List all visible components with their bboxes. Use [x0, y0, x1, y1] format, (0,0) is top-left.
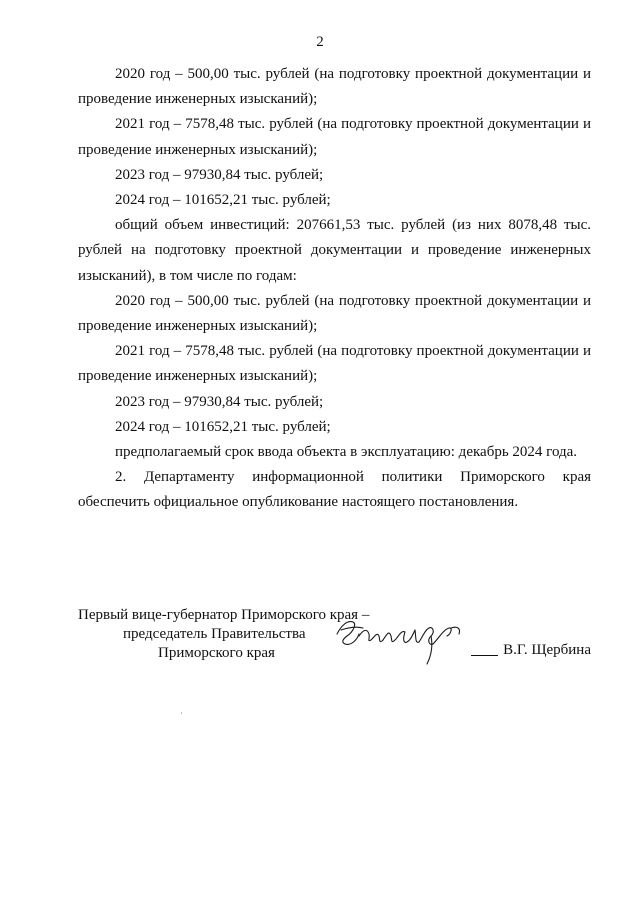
handwritten-signature — [333, 606, 483, 666]
signatory-name: В.Г. Щербина — [503, 642, 591, 658]
signatory-title-line-2: председатель Правительства — [123, 626, 306, 642]
paragraph-2024-budget: 2024 год – 101652,21 тыс. рублей; — [115, 192, 331, 209]
paragraph-2023-investment: 2023 год – 97930,84 тыс. рублей; — [115, 393, 324, 410]
paragraph-publication-order: 2. Департаменту информационной политики Приморского края обеспечить официальное опубликование настоящего постановления. — [78, 469, 591, 511]
paragraph-2021-investment: 2021 год – 7578,48 тыс. рублей (на подготовку проектной документации и проведение инженерных изысканий); — [78, 343, 591, 385]
paragraph-2023-budget: 2023 год – 97930,84 тыс. рублей; — [115, 166, 324, 183]
signatory-title-line-1: Первый вице-губернатор Приморского края – — [78, 607, 370, 623]
page-number: 2 — [316, 34, 324, 50]
signature-block — [78, 606, 591, 676]
signatory-title-line-3: Приморского края — [158, 645, 275, 661]
signature-dash-line — [471, 655, 498, 656]
paragraph-total-investment: общий объем инвестиций: 207661,53 тыс. рублей (из них 8078,48 тыс. рублей на подготовку проектной документации и проведение инженерных изысканий), в том числе по годам: — [78, 217, 591, 284]
paragraph-2020-investment: 2020 год – 500,00 тыс. рублей (на подготовку проектной документации и проведение инженерных изысканий); — [78, 292, 591, 335]
paragraph-2020-budget: 2020 год – 500,00 тыс. рублей (на подготовку проектной документации и проведение инженерных изысканий); — [78, 66, 591, 108]
scan-speck — [181, 712, 182, 714]
paragraph-2024-investment: 2024 год – 101652,21 тыс. рублей; — [115, 418, 331, 435]
document-body — [78, 62, 591, 516]
paragraph-commissioning-date: предполагаемый срок ввода объекта в эксплуатацию: декабрь 2024 года. — [115, 444, 578, 461]
paragraph-2021-budget: 2021 год – 7578,48 тыс. рублей (на подготовку проектной документации и проведение инженерных изысканий); — [78, 116, 591, 158]
